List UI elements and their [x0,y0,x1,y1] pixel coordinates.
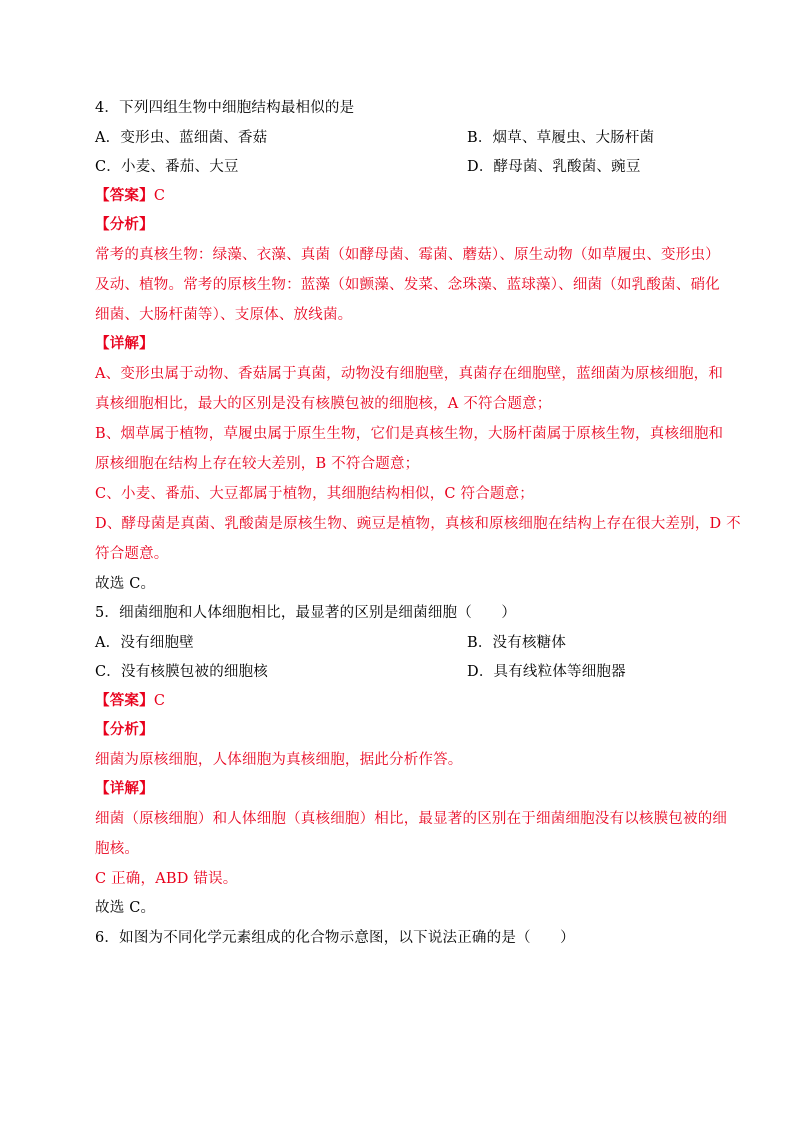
q4-answer [95,186,165,206]
q4-option-c: C．小麦、番茄、大豆 [95,159,239,175]
q5-analysis-line-1: 细菌为原核细胞，人体细胞为真核细胞，据此分析作答。 [95,752,463,768]
q4-options-row2 [95,157,705,177]
q5-answer [95,691,165,711]
answer-value: C [153,693,166,709]
q5-conclusion: 故选 C。 [95,900,156,916]
q4-option-a: A．变形虫、蓝细菌、香菇 [95,130,268,146]
q4-detail-line-6: D、酵母菌是真菌、乳酸菌是原核生物、豌豆是植物，真核和原核细胞在结构上存在很大差别，D 不 [95,516,741,532]
q4-detail-line-3: B、烟草属于植物，草履虫属于原生生物，它们是真核生物，大肠杆菌属于原核生物，真核细胞和 [95,426,724,442]
q5-options-row2 [95,662,705,682]
q5-detail-line-3: C 正确，ABD 错误。 [95,871,238,887]
q4-option-d: D．酵母菌、乳酸菌、豌豆 [467,159,641,175]
q4-option-b: B．烟草、草履虫、大肠杆菌 [467,130,655,146]
answer-value: C [153,188,166,204]
q5-stem: 5．细菌细胞和人体细胞相比，最显著的区别是细菌细胞（ ） [95,605,517,621]
q5-option-a: A．没有细胞壁 [95,635,194,651]
q6-stem: 6．如图为不同化学元素组成的化合物示意图，以下说法正确的是（ ） [95,930,575,946]
q4-detail-line-2: 真核细胞相比，最大的区别是没有核膜包被的细胞核，A 不符合题意； [95,396,552,412]
q4-analysis-line-1: 常考的真核生物：绿藻、衣藻、真菌（如酵母菌、霉菌、蘑菇）、原生动物（如草履虫、变形虫） [95,247,720,263]
q4-detail-tag: 【详解】 [95,335,154,352]
q4-conclusion: 故选 C。 [95,576,156,592]
q4-detail-line-1: A、变形虫属于动物、香菇属于真菌，动物没有细胞壁，真菌存在细胞壁，蓝细菌为原核细胞，和 [95,366,724,382]
q4-analysis-tag: 【分析】 [95,216,154,233]
q5-options-row1 [95,633,705,653]
q5-option-b: B．没有核糖体 [467,635,567,651]
q4-detail-line-7: 符合题意。 [95,546,169,562]
q5-analysis-tag: 【分析】 [95,721,154,738]
q5-detail-line-1: 细菌（原核细胞）和人体细胞（真核细胞）相比，最显著的区别在于细菌细胞没有以核膜包被的细 [95,811,728,827]
answer-tag: 【答案】 [95,187,154,204]
q5-option-d: D．具有线粒体等细胞器 [467,664,626,680]
q5-detail-tag: 【详解】 [95,780,154,797]
q4-analysis-line-2: 及动、植物。常考的原核生物：蓝藻（如颤藻、发菜、念珠藻、蓝球藻）、细菌（如乳酸菌、硝化 [95,277,720,293]
q4-detail-line-4: 原核细胞在结构上存在较大差别，B 不符合题意； [95,456,420,472]
answer-tag: 【答案】 [95,692,154,709]
q4-options-row1 [95,128,705,148]
q4-stem: 4．下列四组生物中细胞结构最相似的是 [95,100,355,116]
q5-detail-line-2: 胞核。 [95,841,140,857]
q4-detail-line-5: C、小麦、番茄、大豆都属于植物，其细胞结构相似，C 符合题意； [95,486,534,502]
q5-option-c: C．没有核膜包被的细胞核 [95,664,268,680]
q4-analysis-line-3: 细菌、大肠杆菌等）、支原体、放线菌。 [95,307,353,323]
